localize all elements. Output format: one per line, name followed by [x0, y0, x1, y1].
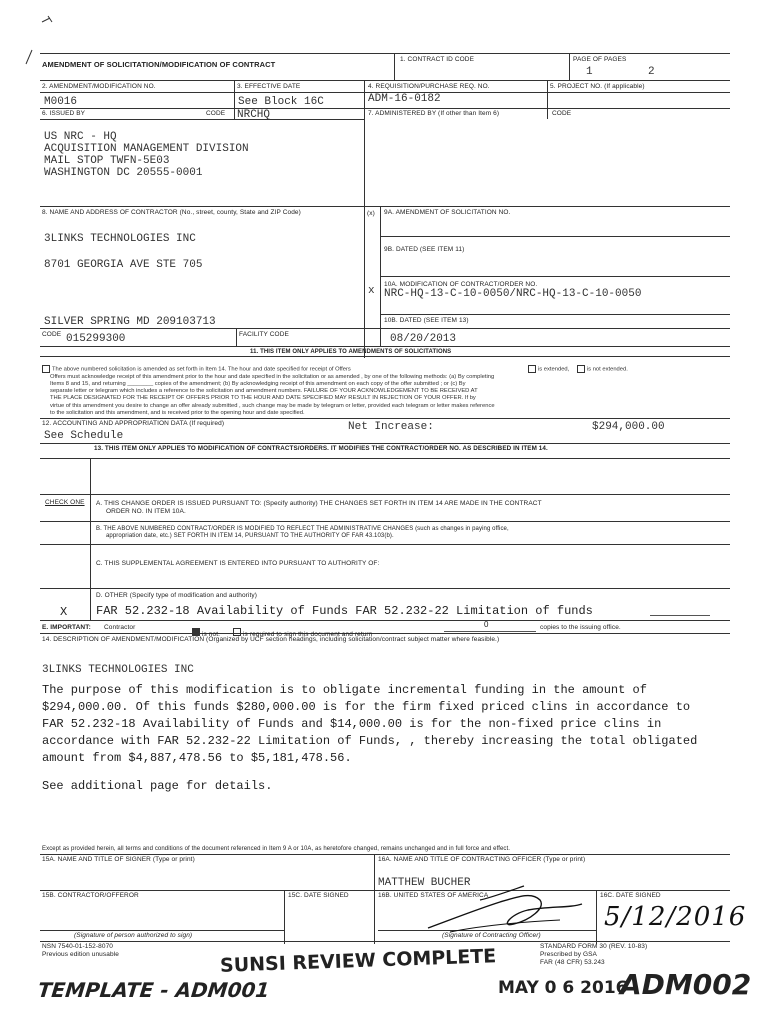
- x-column-label: (x): [367, 210, 375, 217]
- prev-edition: Previous edition unusable: [42, 951, 119, 958]
- option-b-text2: appropriation date, etc.) SET FORTH IN ITEM 14, PURSUANT TO THE AUTHORITY OF FAR 43.103(b).: [106, 533, 394, 539]
- issued-code: NRCHQ: [237, 109, 271, 121]
- contractor-city: SILVER SPRING MD 209103713: [44, 316, 216, 328]
- option-c-text: C. THIS SUPPLEMENTAL AGREEMENT IS ENTERED INTO PURSUANT TO AUTHORITY OF:: [96, 560, 380, 567]
- contractor-name: 3LINKS TECHNOLOGIES INC: [44, 233, 196, 245]
- dated-9b-label: 9B. DATED (SEE ITEM 11): [384, 246, 465, 253]
- item13-header: 13. THIS ITEM ONLY APPLIES TO MODIFICATION OF CONTRACTS/ORDERS. IT MODIFIES THE CONTRACT/ORDER NO. AS DESCRIBED IN ITEM 14.: [94, 445, 548, 452]
- sig-person-label: (Signature of person authorized to sign): [74, 932, 193, 939]
- important-label: E. IMPORTANT:: [42, 624, 91, 631]
- contractor-label: 8. NAME AND ADDRESS OF CONTRACTOR (No., street, county, State and ZIP Code): [42, 209, 301, 216]
- check-one-label: CHECK ONE: [45, 499, 85, 506]
- item11-line: to the solicitation and this amendment, and is received prior to the opening hour and date specified.: [50, 409, 305, 416]
- item11-line: The above numbered solicitation is amended as set forth in Item 14. The hour and date specified for receipt of Offers: [52, 366, 351, 373]
- issued-by-line: MAIL STOP TWFN-5E03: [44, 155, 170, 167]
- nsn: NSN 7540-01-152-8070: [42, 943, 114, 950]
- mod-check-mark: x: [368, 285, 375, 297]
- option-d-text: D. OTHER (Specify type of modification and authority): [96, 592, 258, 599]
- item14-body-line: $294,000.00. Of this funds $280,000.00 is for the firm fixed priced clins in accordance to: [42, 700, 691, 714]
- dated-10b-label: 10B. DATED (SEE ITEM 13): [384, 317, 469, 324]
- page-of-pages-label: PAGE OF PAGES: [573, 56, 627, 63]
- item11-line: separate letter or telegram which includes a reference to the solicitation and amendment numbers. FAILURE OF YOUR ACKNOWLEDGEMENT TO BE RECEIVED AT: [50, 388, 478, 395]
- total-pages: 2: [648, 66, 655, 78]
- extended-checkbox[interactable]: [528, 365, 536, 373]
- issued-code-label: CODE: [206, 110, 226, 117]
- officer-signature: [420, 880, 590, 940]
- contractor-code: 015299300: [66, 333, 126, 345]
- effective-date-label: 3. EFFECTIVE DATE: [237, 83, 301, 90]
- option-a-text: A. THIS CHANGE ORDER IS ISSUED PURSUANT TO: (Specify authority) THE CHANGES SET FORTH IN ITEM 14 ARE MADE IN THE CONTRACT: [96, 500, 542, 507]
- item14-body-line: FAR 52.232-18 Availability of Funds and $14,000.00 is for the non-fixed price clins in: [42, 717, 662, 731]
- mod-no-label: 10A. MODIFICATION OF CONTRACT/ORDER NO.: [384, 281, 538, 288]
- not-extended-label: is not extended.: [586, 366, 628, 373]
- except-text: Except as provided herein, all terms and conditions of the document referenced in Item 9 A or 10A, as heretofore changed, remains unchanged and in full force and effect.: [42, 846, 511, 852]
- net-increase-label: Net Increase:: [348, 421, 434, 433]
- contractor-address: 8701 GEORGIA AVE STE 705: [44, 259, 203, 271]
- date-stamp: MAY 0 6 2016: [498, 978, 628, 998]
- req-no-label: 4. REQUISITION/PURCHASE REQ. NO.: [368, 83, 490, 90]
- copies-suffix: copies to the issuing office.: [540, 624, 621, 631]
- item11-text: [42, 365, 732, 417]
- page-number: 1: [586, 66, 593, 78]
- handwritten-date: 5/12/2016: [604, 902, 747, 932]
- date-signed-16c-label: 16C. DATE SIGNED: [600, 892, 661, 899]
- prescribed: Prescribed by GSA: [540, 951, 597, 958]
- see-additional: See additional page for details.: [42, 779, 273, 793]
- signer-label: 15A. NAME AND TITLE OF SIGNER (Type or print): [42, 856, 195, 863]
- effective-date: See Block 16C: [238, 96, 324, 108]
- adm-stamp: ADM002: [620, 968, 752, 1001]
- project-no-label: 5. PROJECT NO. (If applicable): [550, 83, 645, 90]
- template-stamp: TEMPLATE - ADM001: [36, 978, 271, 1002]
- item11-header: 11. THIS ITEM ONLY APPLIES TO AMENDMENTS OF SOLICITATIONS: [250, 349, 452, 355]
- officer-label: 16A. NAME AND TITLE OF CONTRACTING OFFICER (Type or print): [378, 856, 586, 863]
- item11-line: THE PLACE DESIGNATED FOR THE RECEIPT OF OFFERS PRIOR TO THE HOUR AND DATE SPECIFIED MAY RESULT IN REJECTION OF YOUR OFFER. If by: [50, 395, 476, 402]
- contractor-word: Contractor: [104, 624, 136, 631]
- is-required-label: is required to sign this document and return: [243, 631, 373, 638]
- is-not-checkbox[interactable]: [192, 628, 200, 636]
- contract-id-label: 1. CONTRACT ID CODE: [400, 56, 475, 63]
- is-required-checkbox[interactable]: [233, 628, 241, 636]
- form-title: AMENDMENT OF SOLICITATION/MODIFICATION OF CONTRACT: [42, 60, 276, 69]
- facility-code-label: FACILITY CODE: [239, 331, 289, 338]
- option-a-text2: ORDER NO. IN ITEM 10A.: [106, 508, 186, 515]
- sig-officer-label: (Signature of Contracting Officer): [442, 932, 541, 939]
- amend-sol-label: 9A. AMENDMENT OF SOLICITATION NO.: [384, 209, 511, 216]
- option-d-mark: X: [60, 605, 68, 619]
- sunsi-stamp: SUNSI REVIEW COMPLETE: [219, 945, 497, 977]
- req-no: ADM-16-0182: [368, 93, 441, 105]
- usa-label: 16B. UNITED STATES OF AMERICA: [378, 892, 489, 899]
- extended-label: is extended,: [538, 366, 570, 373]
- is-not-label: is not.: [202, 631, 221, 638]
- standard-form: STANDARD FORM 30 (REV. 10-83): [540, 943, 648, 950]
- issued-by-label: 6. ISSUED BY: [42, 110, 86, 117]
- item11-line: virtue of this amendment you desire to change an offer already submitted , such change may be made by telegram or letter, provided each telegram or letter makes reference: [50, 402, 495, 409]
- issued-by-line: WASHINGTON DC 20555-0001: [44, 167, 203, 179]
- contractor-code-label: CODE: [42, 331, 62, 338]
- item11-line: Items 8 and 15, and returning ________ copies of the amendment; (b) By acknowledging receipt of this amendment on each copy of the offer submitted ; or (c) By: [50, 381, 466, 387]
- item11-line: Offers must acknowledge receipt of this amendment prior to the hour and date specified in the solicitation or as amended , by one of the following methods: (a) By completing: [50, 373, 495, 380]
- officer-name: MATTHEW BUCHER: [378, 877, 471, 889]
- item14-label: 14. DESCRIPTION OF AMENDMENT/MODIFICATION (Organized by UCF section headings, including solicitation/contract subject matter where feasible.): [42, 636, 500, 643]
- item12-label: 12. ACCOUNTING AND APPROPRIATION DATA (If required): [42, 420, 225, 427]
- item14-company: 3LINKS TECHNOLOGIES INC: [42, 664, 194, 676]
- mod-no: NRC-HQ-13-C-10-0050/NRC-HQ-13-C-10-0050: [384, 288, 642, 300]
- net-increase-value: $294,000.00: [592, 421, 665, 433]
- administered-by-label: 7. ADMINISTERED BY (If other than Item 6): [368, 110, 500, 117]
- item14-body-line: accordance with FAR 52.232-22 Limitation of Funds, , thereby increasing the total obligated: [42, 734, 698, 748]
- contractor-offeror-label: 15B. CONTRACTOR/OFFEROR: [42, 892, 139, 899]
- accounting-data: See Schedule: [44, 430, 124, 442]
- far-ref: FAR (48 CFR) 53.243: [540, 959, 605, 966]
- amend-no-label: 2. AMENDMENT/MODIFICATION NO.: [42, 83, 156, 90]
- not-extended-checkbox[interactable]: [577, 365, 585, 373]
- dated-10b: 08/20/2013: [390, 333, 457, 345]
- item14-body-line: amount from $4,887,478.56 to $5,181,478.56.: [42, 751, 352, 765]
- issued-by-line: ACQUISITION MANAGEMENT DIVISION: [44, 143, 249, 155]
- option-d-value: FAR 52.232-18 Availability of Funds FAR 52.232-22 Limitation of funds: [96, 604, 593, 618]
- corner-scribble: [12, 14, 62, 66]
- option-b-text: B. THE ABOVE NUMBERED CONTRACT/ORDER IS MODIFIED TO REFLECT THE ADMINISTRATIVE CHANGES (such as changes in paying office,: [96, 526, 509, 532]
- date-signed-15c-label: 15C. DATE SIGNED: [288, 892, 349, 899]
- copies-number: 0: [484, 620, 489, 629]
- amend-no: M0016: [44, 96, 78, 108]
- item14-body-line: The purpose of this modification is to obligate incremental funding in the amount of: [42, 683, 647, 697]
- administered-code-label: CODE: [552, 110, 572, 117]
- issued-by-line: US NRC - HQ: [44, 131, 117, 143]
